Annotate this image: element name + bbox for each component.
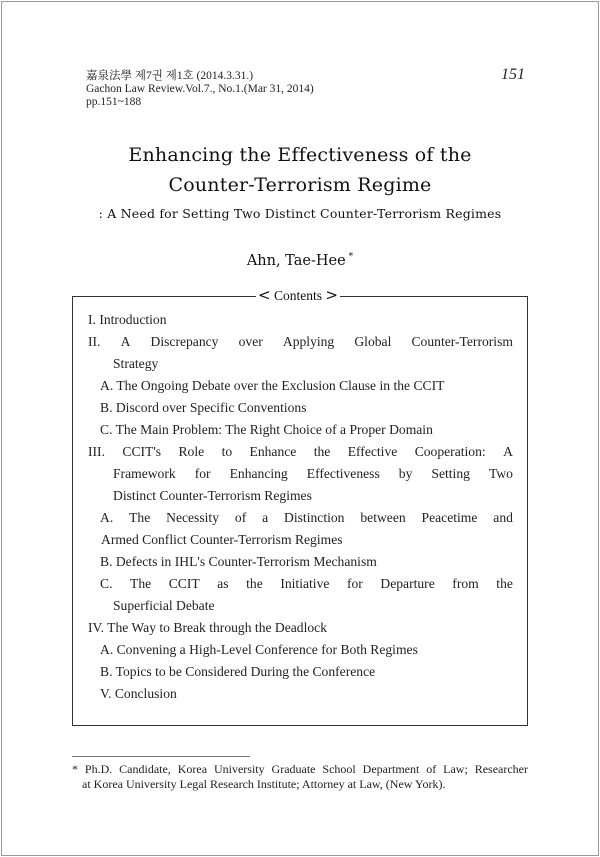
toc-word: II.	[88, 334, 101, 349]
toc-word: CCIT's	[122, 444, 162, 459]
toc-word: for	[346, 576, 363, 591]
right-angle-bracket-icon: >	[325, 286, 338, 304]
toc-word: B. Defects in IHL's Counter-Terrorism Mechanism	[100, 554, 377, 569]
toc-word: Discrepancy	[150, 334, 219, 349]
toc-word: CCIT	[168, 576, 200, 591]
footnote-word: Ph.D.	[84, 762, 113, 776]
toc-word: Armed Conflict Counter-Terrorism Regimes	[101, 532, 343, 547]
toc-entry	[88, 353, 513, 375]
footnote-line-1	[72, 762, 528, 777]
author-footnote-mark: *	[348, 252, 354, 262]
toc-word: Enhancing	[229, 466, 288, 481]
toc-word: Framework	[113, 466, 176, 481]
toc-word: Global	[354, 334, 392, 349]
toc-entry	[88, 661, 513, 683]
author-footnote	[72, 762, 528, 792]
toc-word: Counter-Terrorism	[411, 334, 513, 349]
journal-issue-english: Gachon Law Review.Vol.7., No.1.(Mar 31, 2014)	[86, 83, 314, 95]
toc-word: Role	[178, 444, 205, 459]
toc-word: between	[360, 510, 406, 525]
toc-word: A. Convening a High-Level Conference for Both Regimes	[100, 642, 418, 657]
paper-title-line-2: Counter-Terrorism Regime	[168, 174, 432, 196]
toc-word: the	[496, 576, 513, 591]
toc-word: Strategy	[113, 356, 159, 371]
author-name: Ahn, Tae-Hee	[246, 253, 346, 269]
toc-entry	[88, 331, 513, 353]
footnote-line-2: at Korea University Legal Research Institute; Attorney at Law, (New York).	[82, 777, 446, 791]
toc-word: B. Topics to be Considered During the Conference	[100, 664, 376, 679]
toc-entry	[88, 463, 513, 485]
toc-word: The	[130, 576, 152, 591]
toc-word: as	[217, 576, 229, 591]
page-number: 151	[501, 66, 525, 83]
toc-word: Effective	[347, 444, 398, 459]
author	[0, 252, 600, 269]
toc-word: Distinct Counter-Terrorism Regimes	[113, 488, 312, 503]
toc-word: Two	[488, 466, 513, 481]
footnote-word: *	[72, 762, 78, 776]
footnote-word: Department	[362, 762, 420, 776]
footnote-word: Graduate	[271, 762, 316, 776]
toc-word: Enhance	[249, 444, 297, 459]
footnote-word: of	[426, 762, 437, 776]
toc-entry	[88, 551, 513, 573]
contents-label: Contents	[273, 288, 322, 303]
toc-word: I. Introduction	[88, 312, 167, 327]
toc-word: Necessity	[166, 510, 219, 525]
toc-word: Initiative	[280, 576, 330, 591]
toc-word: by	[398, 466, 413, 481]
toc-word: Departure	[380, 576, 435, 591]
toc-entry	[88, 375, 513, 397]
toc-word: III.	[88, 444, 105, 459]
toc-entry	[88, 441, 513, 463]
toc-word: A. The Ongoing Debate over the Exclusion Clause in the CCIT	[100, 378, 445, 393]
toc-word: The	[129, 510, 151, 525]
toc-word: a	[262, 510, 269, 525]
footnote-word: School	[322, 762, 356, 776]
toc-word: IV. The Way to Break through the Deadlock	[88, 620, 328, 635]
footnote-word: Researcher	[474, 762, 528, 776]
toc-entry	[88, 595, 513, 617]
toc-entry	[88, 419, 513, 441]
toc-word: A.	[100, 510, 114, 525]
toc-entry	[88, 639, 513, 661]
toc-word: Cooperation:	[414, 444, 486, 459]
toc-entry	[88, 485, 513, 507]
toc-word: C. The Main Problem: The Right Choice of a Proper Domain	[100, 422, 433, 437]
footnote-word: University	[213, 762, 265, 776]
toc-word: C.	[100, 576, 113, 591]
toc-entry	[88, 397, 513, 419]
paper-title-line-1: Enhancing the Effectiveness of the	[128, 144, 472, 166]
toc-word: B. Discord over Specific Conventions	[100, 400, 307, 415]
toc-word: A	[503, 444, 513, 459]
contents-heading	[256, 286, 340, 304]
table-of-contents	[88, 309, 513, 705]
toc-word: Effectiveness	[306, 466, 380, 481]
toc-entry	[88, 529, 513, 551]
toc-entry	[88, 309, 513, 331]
toc-entry	[88, 683, 513, 705]
toc-word: Distinction	[284, 510, 345, 525]
toc-word: of	[234, 510, 247, 525]
page-range: pp.151~188	[86, 96, 142, 108]
footnote-divider	[72, 756, 250, 757]
toc-word: Setting	[431, 466, 470, 481]
journal-header	[86, 70, 314, 109]
toc-word: for	[194, 466, 211, 481]
toc-word: Peacetime	[421, 510, 478, 525]
left-angle-bracket-icon: <	[258, 286, 271, 304]
footnote-word: Korea	[177, 762, 208, 776]
toc-word: Applying	[282, 334, 335, 349]
toc-word: A	[120, 334, 131, 349]
footnote-word: Candidate,	[119, 762, 171, 776]
toc-entry	[88, 507, 513, 529]
toc-word: the	[246, 576, 263, 591]
toc-word: V. Conclusion	[100, 686, 177, 701]
toc-entry	[88, 617, 513, 639]
toc-word: Superficial Debate	[113, 598, 215, 613]
footnote-word: Law;	[443, 762, 468, 776]
toc-entry	[88, 573, 513, 595]
toc-word: and	[493, 510, 513, 525]
toc-word: over	[238, 334, 263, 349]
toc-word: from	[452, 576, 479, 591]
toc-word: to	[221, 444, 233, 459]
toc-word: the	[313, 444, 331, 459]
paper-subtitle: : A Need for Setting Two Distinct Counter-Terrorism Regimes	[98, 206, 502, 221]
journal-issue-korean: 嘉泉法學 제7권 제1호 (2014.3.31.)	[86, 70, 254, 82]
